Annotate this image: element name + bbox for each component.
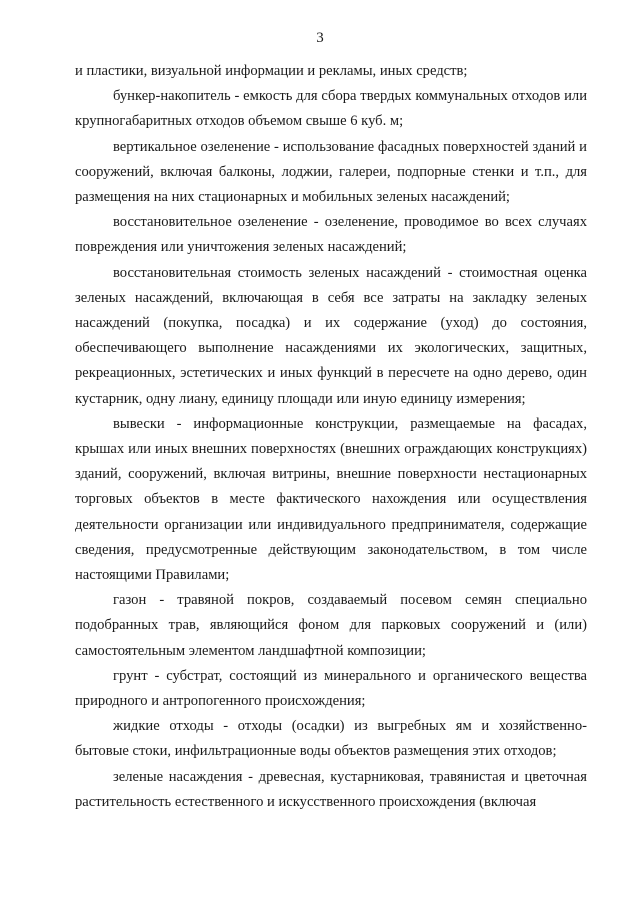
- paragraph-vertical-greening: вертикальное озеленение - использование фасадных поверхностей зданий и сооружений, включая балконы, лоджии, галереи, подпорные стенки и т.п., для размещения на них стационарных и мобильных зеленых насаждений;: [75, 138, 587, 206]
- paragraph-signboards: вывески - информационные конструкции, размещаемые на фасадах, крышах или иных внешних поверхностях (внешних ограждающих конструкциях) зданий, сооружений, включая витрины, внешние поверхности нестационарных торговых объектов в месте фактического нахождения или осуществления деятельности организации или индивидуального предпринимателя, содержащие сведения, предусмотренные действующим законодательством, в том числе настоящими Правилами;: [75, 415, 587, 584]
- paragraph-continuation: и пластики, визуальной информации и рекламы, иных средств;: [75, 63, 468, 79]
- paragraph-restorative-greening: восстановительное озеленение - озеленение, проводимое во всех случаях повреждения или уничтожения зеленых насаждений;: [75, 214, 587, 256]
- paragraph-green-plantings: зеленые насаждения - древесная, кустарниковая, травянистая и цветочная растительность естественного и искусственного происхождения (включая: [75, 768, 587, 810]
- paragraph-lawn: газон - травяной покров, создаваемый посевом семян специально подобранных трав, являющийся фоном для парковых сооружений и (или) самостоятельным элементом ландшафтной композиции;: [75, 592, 587, 659]
- paragraph-soil: грунт - субстрат, состоящий из минерального и органического вещества природного и антропогенного происхождения;: [75, 667, 587, 710]
- paragraph-liquid-waste: жидкие отходы - отходы (осадки) из выгребных ям и хозяйственно-бытовые стоки, инфильтрационные воды объектов размещения этих отходов;: [75, 718, 587, 760]
- paragraph-restorative-cost: восстановительная стоимость зеленых насаждений - стоимостная оценка зеленых насаждений, включающая в себя все затраты на закладку зеленых насаждений (покупка, посадка) и их содержание (уход) до состояния, обеспечивающего выполнение насаждениями их экологических, защитных, рекреационных, эстетических и иных функций в пересчете на одно дерево, один кустарник, одну лиану, единицу площади или иную единицу измерения;: [75, 264, 587, 407]
- paragraph-bunker: бункер-накопитель - емкость для сбора твердых коммунальных отходов или крупногабаритных отходов объемом свыше 6 куб. м;: [75, 88, 587, 130]
- page-number: 3: [316, 30, 324, 46]
- document-body: [75, 59, 587, 815]
